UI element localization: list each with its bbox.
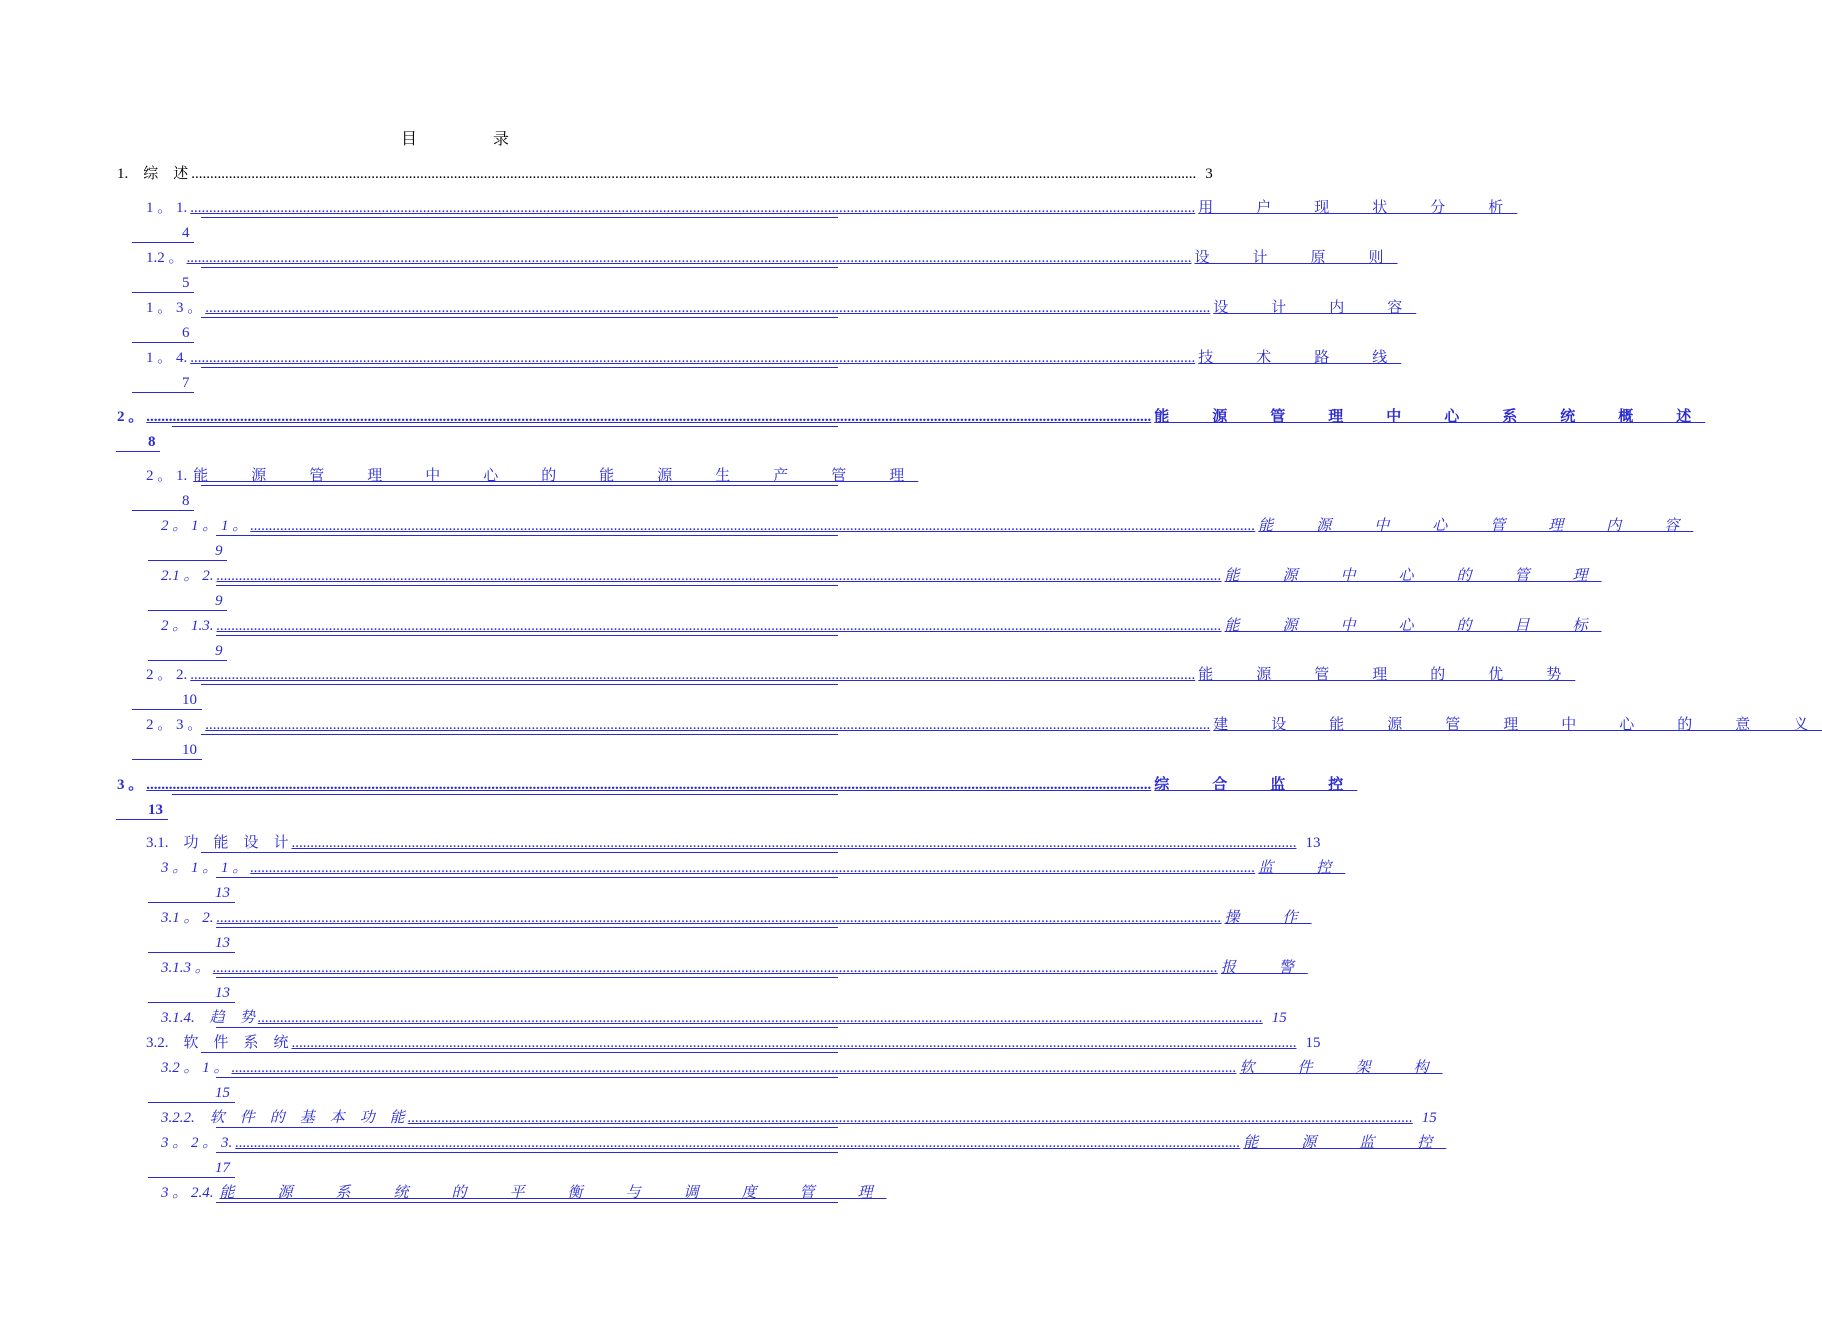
link-underline	[216, 1152, 838, 1153]
link-underline	[132, 510, 194, 511]
link-underline	[116, 451, 160, 452]
toc-entry-title: 能 源 管 理 中 心 系 统 概 述	[1154, 409, 1706, 425]
toc-entry-number: 1. 综 述	[117, 166, 189, 182]
toc-entry-title: 用 户 现 状 分 析	[1198, 200, 1518, 216]
toc-entry-number: 3.2 。 1 。	[161, 1060, 229, 1076]
link-underline	[148, 952, 235, 953]
toc-entry-number: 1 。 3 。	[146, 300, 203, 316]
toc-page-number: 10	[182, 692, 197, 708]
toc-page-number: 9	[215, 643, 223, 659]
toc-entry-title: 报 警	[1220, 960, 1308, 976]
toc-entry-number: 2.1 。 2.	[161, 568, 214, 584]
toc-entry[interactable]	[0, 1056, 1443, 1106]
toc-entry-title: 能 源 监 控	[1243, 1135, 1447, 1151]
toc-entry-number: 1.2 。	[146, 250, 184, 266]
link-underline	[132, 759, 202, 760]
toc-page-number: 13	[215, 985, 230, 1001]
link-underline	[216, 977, 838, 978]
toc-entry-title: 建 设 能 源 管 理 中 心 的 意 义	[1213, 717, 1822, 733]
link-underline	[116, 819, 168, 820]
dot-leader: ............................................................................................................................................................................................................................................................................	[205, 717, 1211, 733]
dot-leader: ............................................................................................................................................................................................................................................................................	[216, 618, 1222, 634]
link-underline	[132, 342, 194, 343]
dot-leader: ............................................................................................................................................................................................................................................................................	[291, 835, 1297, 851]
toc-entry-title: 能 源 中 心 的 目 标	[1224, 618, 1602, 634]
link-underline	[201, 367, 838, 368]
toc-page-number: 13	[1305, 835, 1321, 851]
toc-page-number: 3	[1205, 166, 1213, 182]
toc-entry-number: 1 。 4.	[146, 350, 188, 366]
toc-entry-number: 2 。 3 。	[146, 717, 203, 733]
toc-entry-number: 1 。 1.	[146, 200, 188, 216]
toc-page-number: 7	[182, 375, 190, 391]
link-underline	[148, 1102, 235, 1103]
toc-entry-number: 3.1. 功 能 设 计	[146, 835, 289, 851]
toc-page-number: 4	[182, 225, 190, 241]
link-underline	[132, 392, 194, 393]
toc-page-number: 15	[1305, 1035, 1321, 1051]
dot-leader: ............................................................................................................................................................................................................................................................................	[191, 166, 1197, 182]
toc-entry[interactable]	[0, 713, 1822, 763]
toc-page-number: 8	[182, 493, 190, 509]
toc-entry-number: 3.2. 软 件 系 统	[146, 1035, 289, 1051]
toc-entry[interactable]	[0, 1181, 950, 1206]
toc-entry-title: 软 件 架 构	[1239, 1060, 1443, 1076]
link-underline	[132, 242, 194, 243]
toc-page-number: 13	[148, 802, 163, 818]
toc-entry[interactable]	[0, 831, 1321, 856]
link-underline	[216, 1077, 838, 1078]
link-underline	[216, 635, 838, 636]
toc-entry-number: 3 。 2.4.	[161, 1185, 214, 1201]
dot-leader: ............................................................................................................................................................................................................................................................................	[257, 1010, 1263, 1026]
toc-entry-title: 监 控	[1258, 860, 1346, 876]
toc-entry[interactable]	[0, 956, 1308, 1006]
toc-entry-title: 能 源 中 心 的 管 理	[1224, 568, 1602, 584]
toc-page-number: 6	[182, 325, 190, 341]
toc-entry-number: 3 。	[117, 777, 144, 793]
toc-entry-number: 3.1.4. 趋 势	[161, 1010, 255, 1026]
toc-entry[interactable]	[0, 1031, 1321, 1056]
toc-entry[interactable]	[0, 296, 1417, 346]
link-underline	[201, 734, 838, 735]
toc-entry-number: 2 。	[117, 409, 144, 425]
link-underline	[201, 684, 838, 685]
link-underline	[201, 1052, 838, 1053]
toc-entry[interactable]	[0, 614, 1602, 664]
link-underline	[201, 485, 838, 486]
toc-entry[interactable]	[0, 196, 1518, 246]
link-underline	[216, 1202, 838, 1203]
toc-entry-title: 能 源 管 理 中 心 的 能 源 生 产 管 理	[193, 468, 919, 484]
toc-entry-number: 2 。 2.	[146, 667, 188, 683]
link-underline	[148, 610, 227, 611]
link-underline	[216, 585, 838, 586]
toc-entry[interactable]	[0, 1131, 1447, 1181]
toc-entry-title: 能 源 中 心 管 理 内 容	[1258, 518, 1694, 534]
toc-page-number: 13	[215, 935, 230, 951]
toc-entry-number: 2 。 1.3.	[161, 618, 214, 634]
toc-page-number: 15	[215, 1085, 230, 1101]
toc-entry[interactable]	[0, 564, 1602, 614]
toc-entry-title: 技 术 路 线	[1198, 350, 1402, 366]
link-underline	[216, 1127, 838, 1128]
toc-entry-number: 2 。 1.	[146, 468, 188, 484]
toc-entry-title: 设 计 内 容	[1213, 300, 1417, 316]
toc-entry[interactable]	[0, 906, 1312, 956]
dot-leader: ............................................................................................................................................................................................................................................................................	[216, 568, 1222, 584]
dot-leader: ............................................................................................................................................................................................................................................................................	[235, 1135, 1241, 1151]
toc-entry-number: 3.1.3 。	[161, 960, 210, 976]
dot-leader: ............................................................................................................................................................................................................................................................................	[205, 300, 1211, 316]
link-underline	[148, 560, 227, 561]
toc-page-number: 15	[1421, 1110, 1437, 1126]
toc-page-number: 10	[182, 742, 197, 758]
dot-leader: ............................................................................................................................................................................................................................................................................	[250, 860, 1256, 876]
dot-leader: ............................................................................................................................................................................................................................................................................	[250, 518, 1256, 534]
toc-entry-number: 3.2.2. 软 件 的 基 本 功 能	[161, 1110, 405, 1126]
dot-leader: ............................................................................................................................................................................................................................................................................	[291, 1035, 1297, 1051]
dot-leader: ............................................................................................................................................................................................................................................................................	[190, 350, 1196, 366]
link-underline	[201, 852, 838, 853]
link-underline	[216, 927, 838, 928]
link-underline	[148, 1177, 235, 1178]
link-underline	[132, 292, 194, 293]
toc-entry-title: 操 作	[1224, 910, 1312, 926]
dot-leader: ............................................................................................................................................................................................................................................................................	[190, 667, 1196, 683]
toc-entry-title: 综 合 监 控	[1154, 777, 1358, 793]
link-underline	[148, 1002, 235, 1003]
dot-leader: ............................................................................................................................................................................................................................................................................	[407, 1110, 1413, 1126]
link-underline	[216, 877, 838, 878]
dot-leader: ............................................................................................................................................................................................................................................................................	[190, 200, 1196, 216]
toc-entry-number: 3.1 。 2.	[161, 910, 214, 926]
toc-page-number: 15	[1271, 1010, 1287, 1026]
toc-entry[interactable]	[0, 663, 1576, 713]
toc-entry-number: 2 。 1 。 1 。	[161, 518, 248, 534]
toc-page-number: 13	[215, 885, 230, 901]
link-underline	[148, 660, 227, 661]
toc-entry[interactable]	[0, 514, 1694, 564]
dot-leader: ............................................................................................................................................................................................................................................................................	[186, 250, 1192, 266]
toc-page-number: 9	[215, 593, 223, 609]
toc-entry-title: 能 源 管 理 的 优 势	[1198, 667, 1576, 683]
toc-entry[interactable]	[0, 856, 1346, 906]
toc-page-number: 5	[182, 275, 190, 291]
page-title: 目 录	[400, 131, 539, 148]
link-underline	[201, 267, 838, 268]
dot-leader: ............................................................................................................................................................................................................................................................................	[231, 1060, 1237, 1076]
toc-page-number: 8	[148, 434, 156, 450]
link-underline	[172, 426, 838, 427]
toc-entry[interactable]	[0, 346, 1402, 396]
link-underline	[216, 1027, 838, 1028]
toc-entry[interactable]	[0, 1006, 1287, 1031]
toc-entry	[0, 162, 1213, 187]
toc-entry-title: 能 源 系 统 的 平 衡 与 调 度 管 理	[219, 1185, 887, 1201]
dot-leader: ............................................................................................................................................................................................................................................................................	[216, 910, 1222, 926]
dot-leader: ............................................................................................................................................................................................................................................................................	[146, 409, 1152, 425]
toc-page-number: 17	[215, 1160, 230, 1176]
link-underline	[216, 535, 838, 536]
link-underline	[201, 217, 838, 218]
toc-entry-title: 设 计 原 则	[1194, 250, 1398, 266]
toc-entry[interactable]	[0, 246, 1398, 296]
link-underline	[132, 709, 202, 710]
link-underline	[172, 794, 838, 795]
toc-entry[interactable]	[0, 1106, 1437, 1131]
link-underline	[201, 317, 838, 318]
toc-entry[interactable]	[0, 773, 1358, 823]
toc-entry-number: 3 。 1 。 1 。	[161, 860, 248, 876]
dot-leader: ............................................................................................................................................................................................................................................................................	[212, 960, 1218, 976]
toc-page-number: 9	[215, 543, 223, 559]
link-underline	[148, 902, 235, 903]
toc-entry-number: 3 。 2 。 3.	[161, 1135, 233, 1151]
toc-entry[interactable]	[0, 464, 950, 514]
dot-leader: ............................................................................................................................................................................................................................................................................	[146, 777, 1152, 793]
toc-entry[interactable]	[0, 405, 1706, 455]
